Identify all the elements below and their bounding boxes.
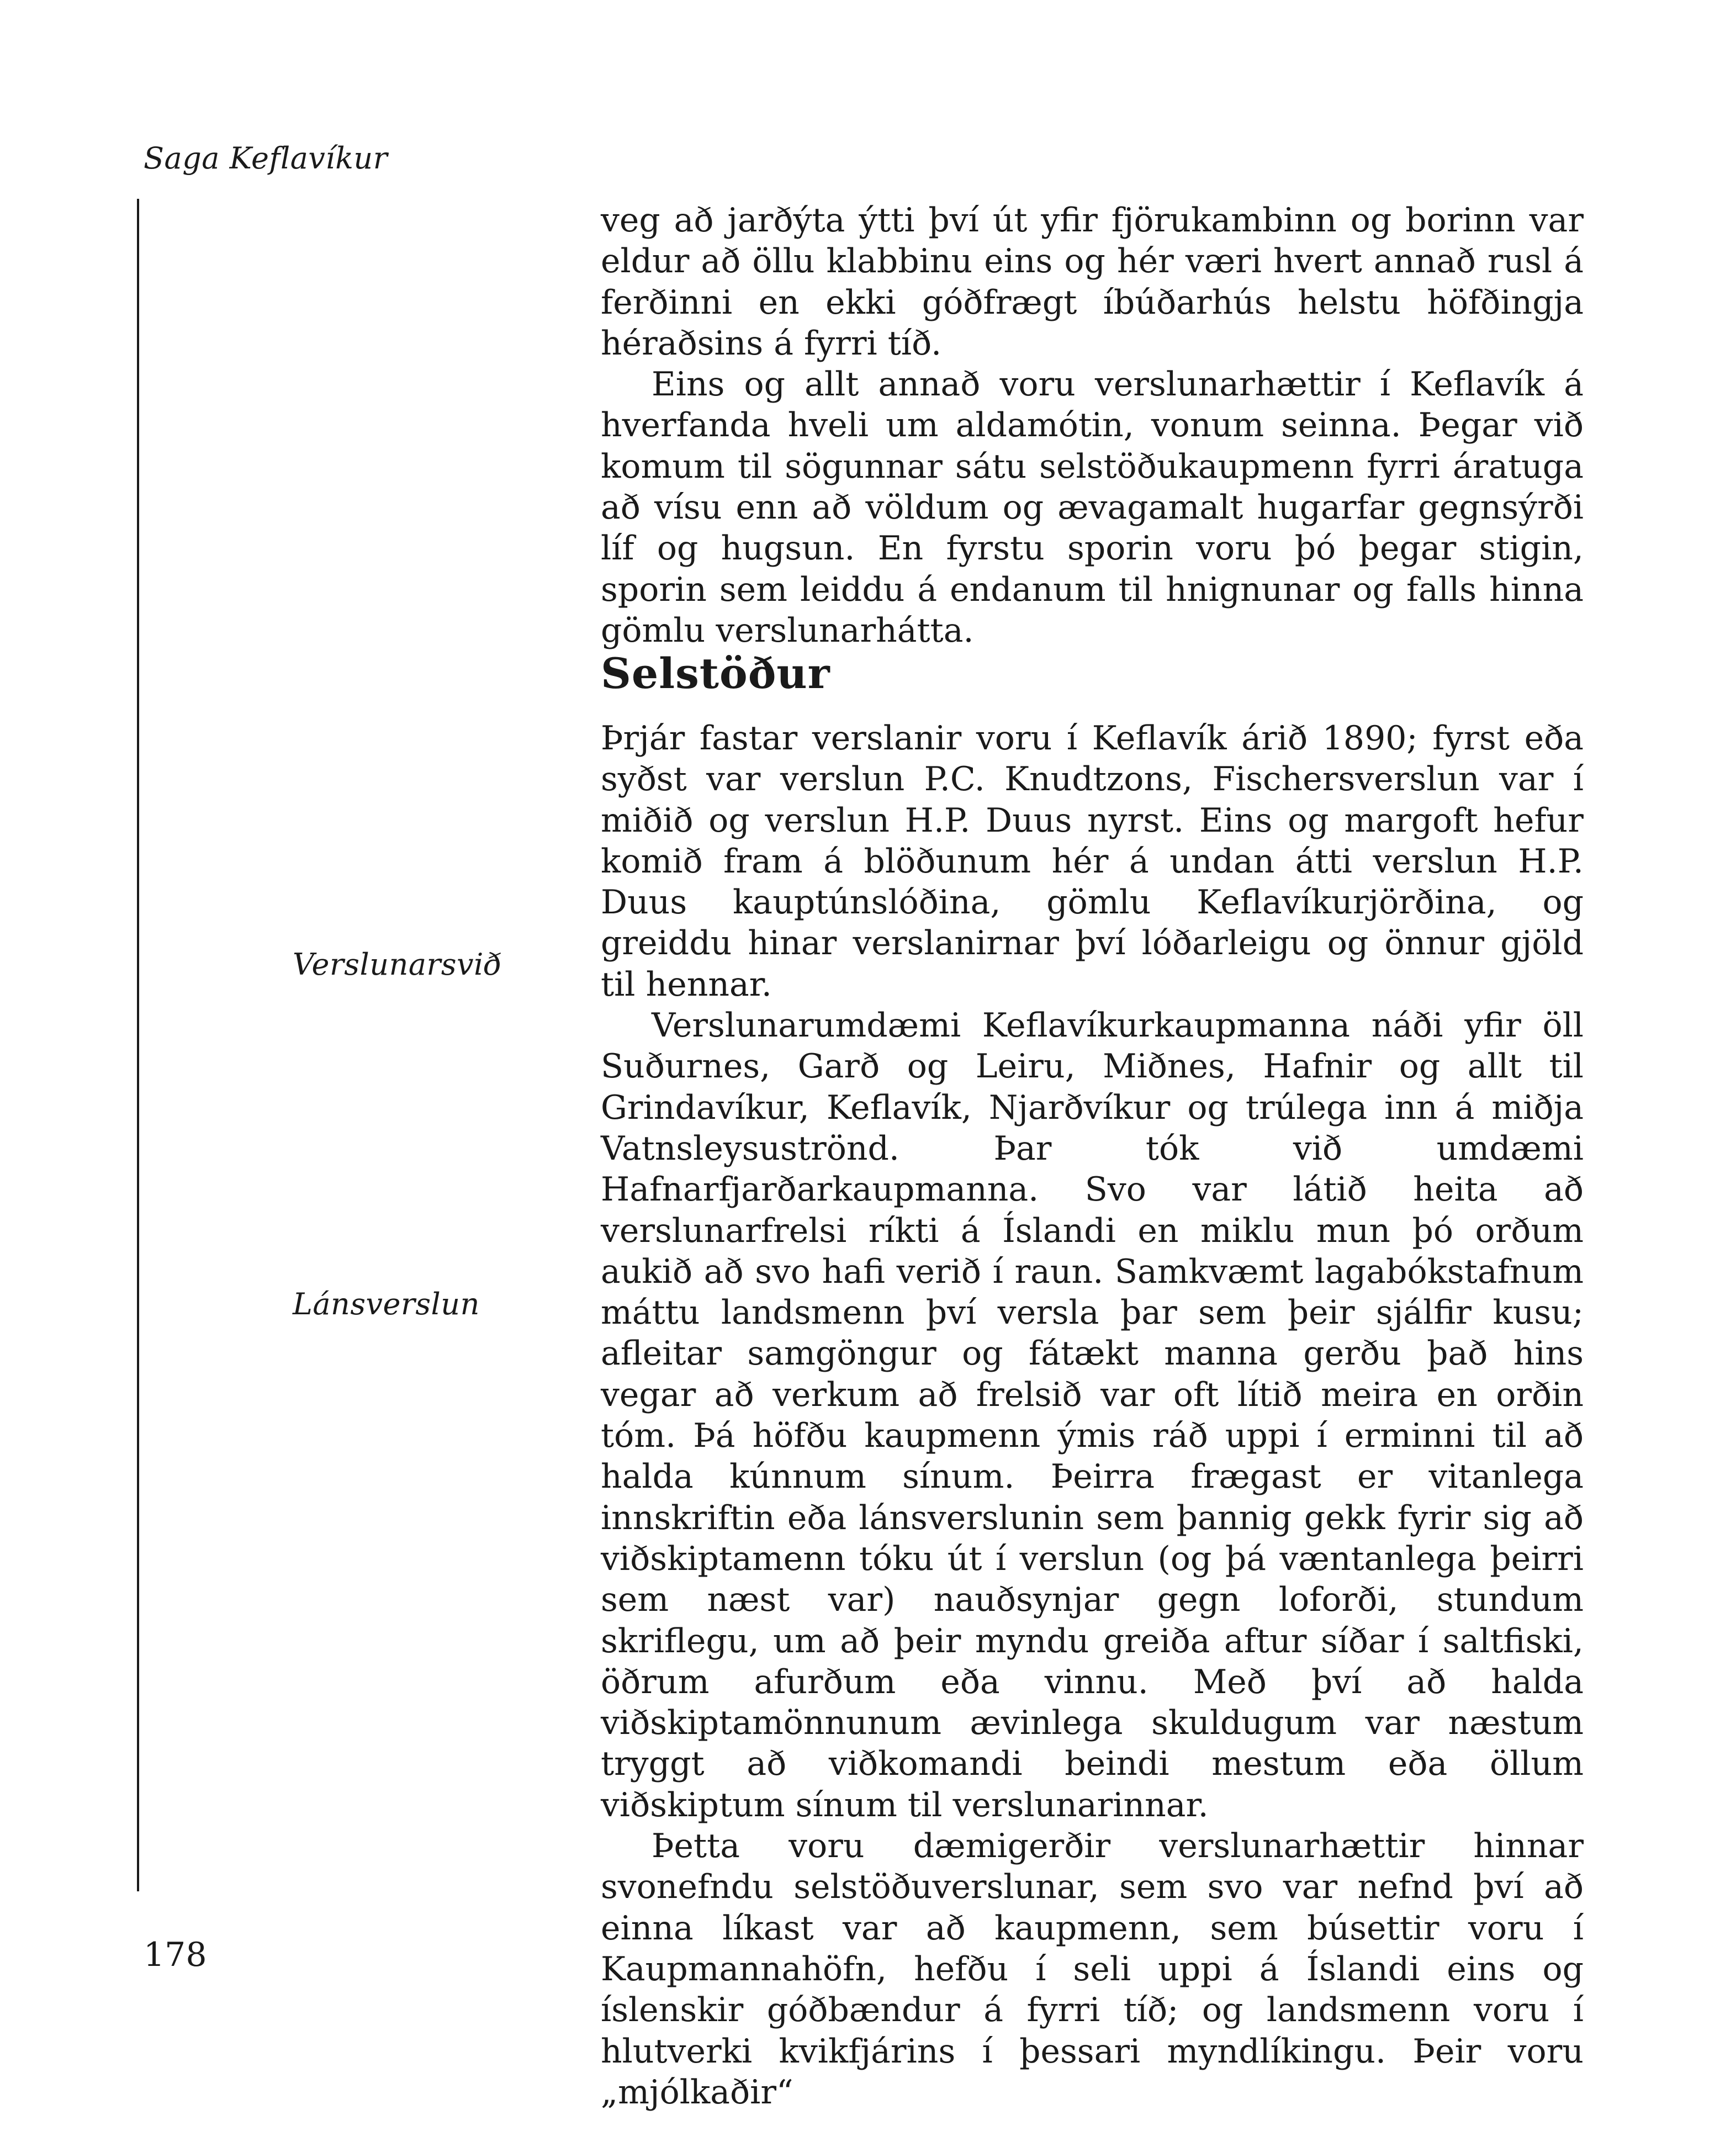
paragraph: Eins og allt annað voru verslunarhættir í Keflavík á hverfanda hveli um aldamótin, vonum seinna. Þegar við komum til sögunnar sátu selstöðukaupmenn fyrri áratuga að vísu enn að völdum og ævagamalt hugarfar gegnsýrði líf og hugsun. En fyrstu sporin voru þó þegar stigin, sporin sem leiddu á endanum til hnignunar og falls hinna gömlu verslunarhátta.: [601, 365, 1584, 650]
margin-note-verslunarsvid: Verslunarsvið: [293, 947, 502, 982]
page-number: 178: [144, 1936, 207, 1974]
opening-text: [601, 200, 1584, 651]
paragraph: Þrjár fastar verslanir voru í Keflavík árið 1890; fyrst eða syðst var verslun P.C. Knudtzons, Fischersverslun var í miðið og verslun H.P. Duus nyrst. Eins og margoft hefur komið fram á blöðunum hér á undan átti verslun H.P. Duus kauptúnslóðina, gömlu Keflavíkurjörðina, og greiddu hinar verslanirnar því lóðarleigu og önnur gjöld til hennar.: [601, 719, 1584, 1004]
paragraph: Verslunarumdæmi Keflavíkurkaupmanna náði yfir öll Suðurnes, Garð og Leiru, Miðnes, Hafnir og allt til Grindavíkur, Keflavík, Njarðvíkur og trúlega inn á miðja Vatnsleysuströnd. Þar tók við umdæmi Hafnarfjarðarkaupmanna. Svo var látið heita að verslunarfrelsi ríkti á Íslandi en miklu mun þó orðum aukið að svo hafi verið í raun. Samkvæmt lagabókstafnum máttu landsmenn því versla þar sem þeir sjálfir kusu; afleitar samgöngur og fátækt manna gerðu það hins vegar að verkum að frelsið var oft lítið meira en orðin tóm. Þá höfðu kaupmenn ýmis ráð uppi í erminni til að halda kúnnum sínum. Þeirra frægast er vitanlega innskriftin eða lánsverslunin sem þannig gekk fyrir sig að viðskiptamenn tóku út í verslun (og þá væntanlega þeirri sem næst var) nauðsynjar gegn loforði, stundum skriflegu, um að þeir myndu greiða aftur síðar í saltfiski, öðrum afurðum eða vinnu. Með því að halda viðskiptamönnunum ævinlega skuldugum var næstum tryggt að viðkomandi beindi mestum eða öllum viðskiptum sínum til verslunarinnar.: [601, 1006, 1584, 1825]
margin-note-lansverslun: Lánsverslun: [293, 1287, 480, 1321]
running-head: Saga Keflavíkur: [144, 141, 388, 176]
section-heading: Selstöður: [601, 649, 830, 698]
section-text: [601, 718, 1584, 2113]
margin-rule: [137, 199, 139, 1891]
paragraph: Þetta voru dæmigerðir verslunarhættir hinnar svonefndu selstöðuverslunar, sem svo var nefnd því að einna líkast var að kaupmenn, sem búsettir voru í Kaupmannahöfn, hefðu í seli uppi á Íslandi eins og íslenskir góðbændur á fyrri tíð; og landsmenn voru í hlutverki kvikfjárins í þessari myndlíkingu. Þeir voru „mjólkaðir“: [601, 1827, 1584, 2112]
paragraph: veg að jarðýta ýtti því út yfir fjörukambinn og borinn var eldur að öllu klabbinu eins og hér væri hvert annað rusl á ferðinni en ekki góðfrægt íbúðarhús helstu höfðingja héraðsins á fyrri tíð.: [601, 201, 1584, 363]
